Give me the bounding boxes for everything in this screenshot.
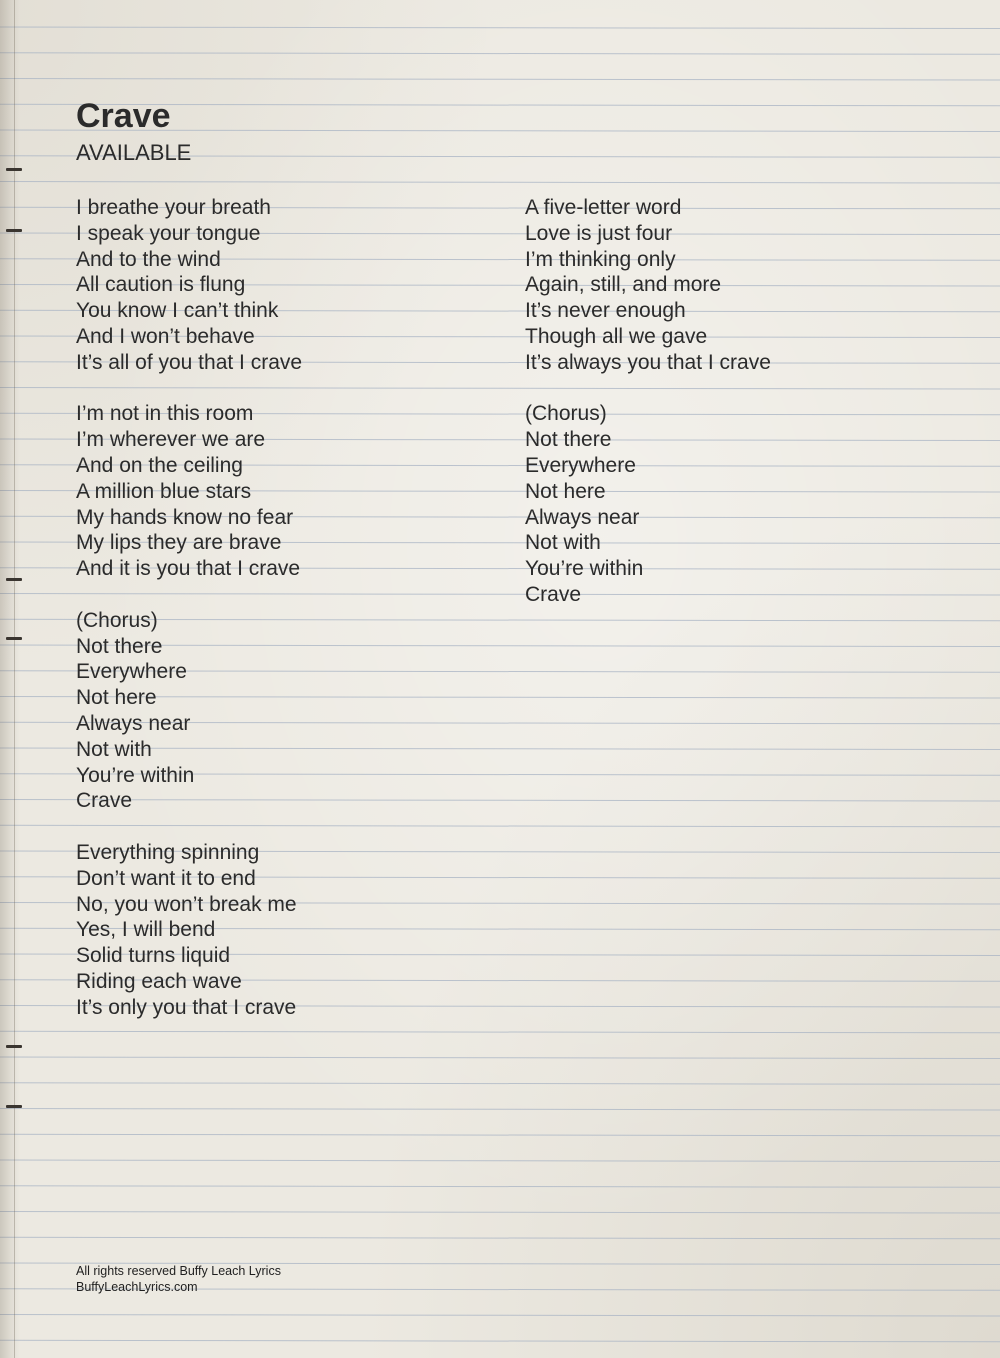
lyric-line: I’m thinking only <box>525 247 676 271</box>
lyric-line: And I won’t behave <box>76 324 255 348</box>
lyric-line: My hands know no fear <box>76 505 294 529</box>
lyric-line: Everywhere <box>76 660 187 684</box>
lyric-line: Not here <box>525 479 606 503</box>
lyric-line: A five-letter word <box>525 196 682 219</box>
lyric-line: And on the ceiling <box>76 453 243 477</box>
lyric-line: A million blue stars <box>76 479 252 503</box>
copyright-notice: All rights reserved Buffy Leach Lyrics <box>76 1264 281 1278</box>
margin-line <box>14 0 15 1358</box>
ruled-line <box>0 27 1000 29</box>
lyric-line: I’m wherever we are <box>76 428 266 452</box>
lyrics-column-left <box>76 195 496 1046</box>
lyric-line: My lips they are brave <box>76 531 282 555</box>
ruled-line <box>0 1109 1000 1111</box>
binding-edge <box>0 0 20 1358</box>
lyric-line: Though all we gave <box>525 324 708 348</box>
availability-status: AVAILABLE <box>76 140 192 165</box>
lyric-line: Always near <box>76 711 191 735</box>
footer <box>76 1263 281 1295</box>
lyric-line: Solid turns liquid <box>76 944 231 968</box>
lyric-line: I’m not in this room <box>76 402 254 426</box>
lyric-line: You’re within <box>525 557 644 581</box>
lyric-line: Yes, I will bend <box>76 918 216 942</box>
website-url: BuffyLeachLyrics.com <box>76 1280 198 1294</box>
ruled-line <box>0 1237 1000 1239</box>
lyric-stanza <box>525 401 945 607</box>
lyric-line: (Chorus) <box>76 608 158 632</box>
binding-hole-mark <box>6 229 22 232</box>
lyric-line: I breathe your breath <box>76 196 271 219</box>
lyric-line: It’s never enough <box>525 299 686 323</box>
lyric-line: It’s only you that I crave <box>76 995 297 1019</box>
lyric-line: You’re within <box>76 763 195 787</box>
ruled-line <box>0 53 1000 55</box>
lyric-stanza <box>76 401 496 582</box>
ruled-line <box>0 1186 1000 1188</box>
ruled-line <box>0 1315 1000 1317</box>
lyric-line: Not with <box>525 531 601 555</box>
lyric-line: Again, still, and more <box>525 273 722 297</box>
lyric-line: Not with <box>76 737 152 761</box>
lyric-line: (Chorus) <box>525 402 607 426</box>
lyric-line: All caution is flung <box>76 273 246 297</box>
binding-hole-mark <box>6 1045 22 1048</box>
ruled-line <box>0 1134 1000 1136</box>
lyric-line: And to the wind <box>76 247 221 271</box>
lyric-line: And it is you that I crave <box>76 557 301 581</box>
ruled-line <box>0 1160 1000 1162</box>
lyric-stanza <box>76 195 496 376</box>
song-title: Crave <box>76 97 171 135</box>
lyric-line: Not there <box>525 428 612 452</box>
lyric-line: It’s all of you that I crave <box>76 350 303 374</box>
binding-hole-mark <box>6 1105 22 1108</box>
lyric-stanza <box>76 608 496 814</box>
binding-hole-mark <box>6 168 22 171</box>
ruled-line <box>0 1212 1000 1214</box>
ruled-line <box>0 1083 1000 1085</box>
lyric-line: Crave <box>525 582 582 606</box>
lyric-line: Everywhere <box>525 453 636 477</box>
lyric-stanza <box>76 840 496 1021</box>
lyric-line: Everything spinning <box>76 840 260 864</box>
lyric-line: It’s always you that I crave <box>525 350 771 374</box>
lyric-line: Always near <box>525 505 640 529</box>
ruled-line <box>0 182 1000 184</box>
lyric-stanza <box>525 195 945 376</box>
ruled-line <box>0 79 1000 81</box>
ruled-line <box>0 1057 1000 1059</box>
binding-hole-mark <box>6 578 22 581</box>
lyric-line: Crave <box>76 789 133 813</box>
lyric-line: Not here <box>76 686 157 710</box>
lyric-line: Don’t want it to end <box>76 866 256 890</box>
binding-hole-mark <box>6 637 22 640</box>
ruled-line <box>0 1340 1000 1342</box>
lyric-line: No, you won’t break me <box>76 892 297 916</box>
lyrics-column-right <box>525 195 945 634</box>
lyric-line: You know I can’t think <box>76 299 279 323</box>
lyric-line: Not there <box>76 634 163 658</box>
lyric-line: I speak your tongue <box>76 221 261 245</box>
lyric-line: Riding each wave <box>76 969 242 993</box>
lyric-line: Love is just four <box>525 221 673 245</box>
